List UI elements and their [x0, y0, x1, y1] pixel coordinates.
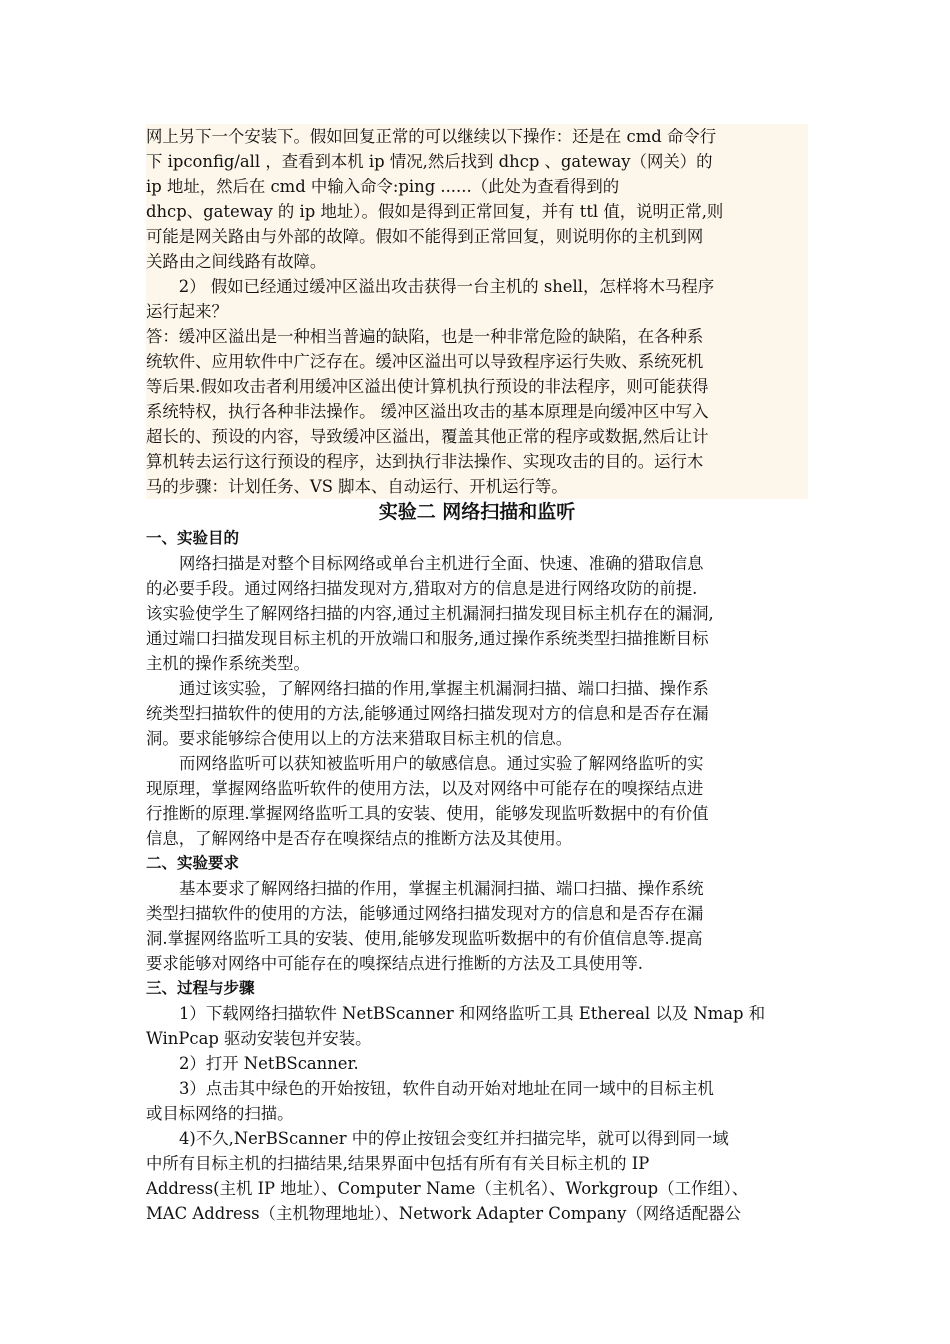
question-2 — [146, 274, 808, 324]
text-line: 下 ipconfig/all ，查看到本机 ip 情况,然后找到 dhcp 、gateway（网关）的 — [146, 152, 713, 171]
paragraph — [146, 751, 808, 851]
text-line: 行推断的原理.掌握网络监听工具的安装、使用，能够发现监听数据中的有价值 — [146, 804, 709, 823]
text-line: 该实验使学生了解网络扫描的内容,通过主机漏洞扫描发现目标主机存在的漏洞, — [146, 604, 714, 623]
text-line: 2） 假如已经通过缓冲区溢出攻击获得一台主机的 shell，怎样将木马程序 — [146, 277, 715, 296]
text-line: 答：缓冲区溢出是一种相当普遍的缺陷，也是一种非常危险的缺陷，在各种系 — [146, 327, 704, 346]
text-line: 1）下载网络扫描软件 NetBScanner 和网络监听工具 Ethereal 以及 Nmap 和 — [179, 1004, 766, 1023]
text-line: 网络扫描是对整个目标网络或单台主机进行全面、快速、准确的猎取信息 — [179, 554, 704, 573]
text-line: 洞。要求能够综合使用以上的方法来猎取目标主机的信息。 — [146, 729, 573, 748]
section-heading-requirements: 二、实验要求 — [146, 854, 240, 872]
text-line: 运行起来？ — [146, 302, 228, 321]
section-heading-procedure: 三、过程与步骤 — [146, 979, 255, 997]
text-line: 马的步骤：计划任务、VS 脚本、自动运行、开机运行等。 — [146, 477, 568, 496]
text-line: 或目标网络的扫描。 — [146, 1104, 294, 1123]
text-line: MAC Address（主机物理地址）、Network Adapter Company（网络适配器公 — [146, 1204, 742, 1223]
step-2 — [146, 1051, 808, 1076]
experiment-title: 实验二 网络扫描和监听 — [378, 501, 576, 523]
step-4 — [146, 1126, 808, 1226]
text-line: 类型扫描软件的使用的方法，能够通过网络扫描发现对方的信息和是否存在漏 — [146, 904, 704, 923]
text-line: 3）点击其中绿色的开始按钮，软件自动开始对地址在同一域中的目标主机 — [179, 1079, 714, 1098]
text-line: WinPcap 驱动安装包并安装。 — [146, 1029, 372, 1048]
text-line: 统类型扫描软件的使用的方法,能够通过网络扫描发现对方的信息和是否存在漏 — [146, 704, 709, 723]
text-line: ip 地址，然后在 cmd 中输入命令:ping ......（此处为查看得到的 — [146, 177, 620, 196]
text-line: 主机的操作系统类型。 — [146, 654, 310, 673]
text-line: 要求能够对网络中可能存在的嗅探结点进行推断的方法及工具使用等. — [146, 954, 643, 973]
paragraph-network-check — [146, 124, 808, 274]
section-heading-purpose: 一、实验目的 — [146, 529, 240, 547]
text-line: 网上另下一个安装下。假如回复正常的可以继续以下操作：还是在 cmd 命令行 — [146, 127, 717, 146]
text-line: 4)不久,NerBScanner 中的停止按钮会变红并扫描完毕，就可以得到同一域 — [179, 1129, 729, 1148]
paragraph — [146, 676, 808, 751]
text-line: 信息，了解网络中是否存在嗅探结点的推断方法及其使用。 — [146, 829, 573, 848]
step-1 — [146, 1001, 808, 1051]
text-line: 现原理，掌握网络监听软件的使用方法，以及对网络中可能存在的嗅探结点进 — [146, 779, 704, 798]
document-body — [146, 124, 808, 1226]
text-line: 基本要求了解网络扫描的作用，掌握主机漏洞扫描、端口扫描、操作系统 — [179, 879, 704, 898]
text-line: 通过该实验，了解网络扫描的作用,掌握主机漏洞扫描、端口扫描、操作系 — [179, 679, 709, 698]
text-line: dhcp、gateway 的 ip 地址）。假如是得到正常回复，并有 ttl 值，说明正常,则 — [146, 202, 724, 221]
text-line: 系统特权，执行各种非法操作。 缓冲区溢出攻击的基本原理是向缓冲区中写入 — [146, 402, 709, 421]
text-line: Address(主机 IP 地址）、Computer Name（主机名）、Workgroup（工作组）、 — [146, 1179, 749, 1198]
answer-2 — [146, 324, 808, 499]
text-line: 2）打开 NetBScanner. — [179, 1054, 359, 1073]
text-line: 可能是网关路由与外部的故障。假如不能得到正常回复，则说明你的主机到网 — [146, 227, 704, 246]
paragraph — [146, 876, 808, 976]
text-line: 超长的、预设的内容，导致缓冲区溢出，覆盖其他正常的程序或数据,然后让计 — [146, 427, 709, 446]
text-line: 通过端口扫描发现目标主机的开放端口和服务,通过操作系统类型扫描推断目标 — [146, 629, 709, 648]
step-3 — [146, 1076, 808, 1126]
text-line: 算机转去运行这行预设的程序，达到执行非法操作、实现攻击的目的。运行木 — [146, 452, 704, 471]
text-line: 洞.掌握网络监听工具的安装、使用,能够发现监听数据中的有价值信息等.提高 — [146, 929, 703, 948]
paragraph — [146, 551, 808, 676]
highlighted-answer-block — [146, 124, 808, 499]
text-line: 而网络监听可以获知被监听用户的敏感信息。通过实验了解网络监听的实 — [179, 754, 704, 773]
text-line: 统软件、应用软件中广泛存在。缓冲区溢出可以导致程序运行失败、系统死机 — [146, 352, 704, 371]
text-line: 中所有目标主机的扫描结果,结果界面中包括有所有有关目标主机的 IP — [146, 1154, 650, 1173]
text-line: 等后果.假如攻击者利用缓冲区溢出使计算机执行预设的非法程序，则可能获得 — [146, 377, 709, 396]
text-line: 的必要手段。通过网络扫描发现对方,猎取对方的信息是进行网络攻防的前提. — [146, 579, 698, 598]
text-line: 关路由之间线路有故障。 — [146, 252, 327, 271]
